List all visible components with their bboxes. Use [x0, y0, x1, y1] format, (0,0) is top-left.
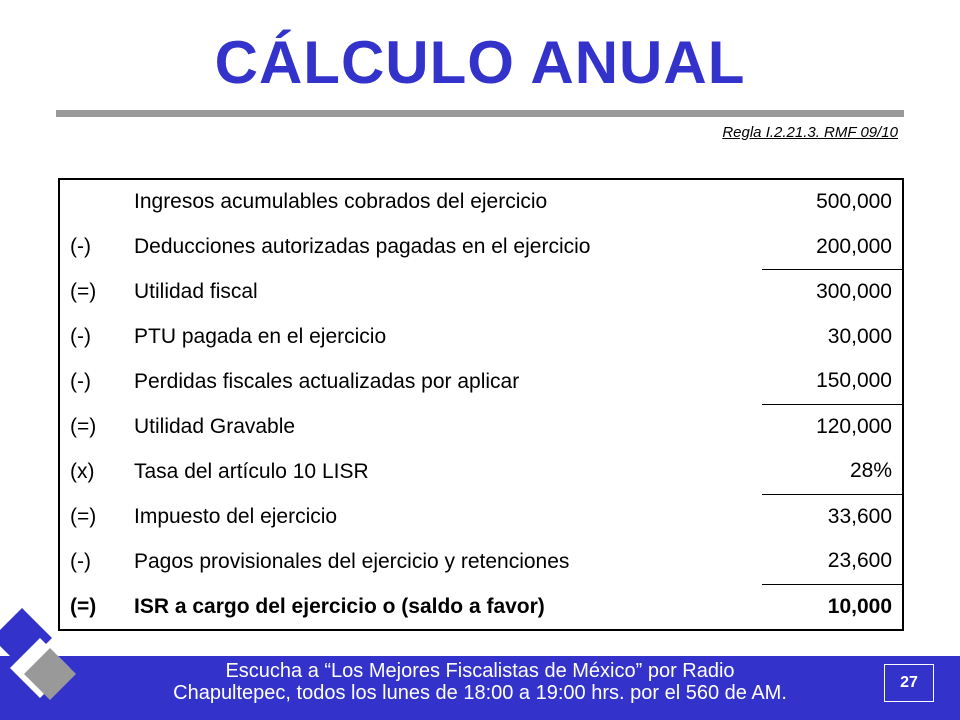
row-description: Utilidad Gravable	[134, 414, 296, 438]
row-description: Impuesto del ejercicio	[134, 504, 338, 528]
row-amount: 150,000	[816, 369, 892, 393]
table-row	[59, 494, 903, 539]
row-description: Tasa del artículo 10 LISR	[134, 459, 369, 483]
row-amount: 23,600	[827, 549, 892, 573]
row-amount: 10,000	[762, 584, 903, 630]
footer-text	[60, 660, 900, 704]
row-description: ISR a cargo del ejercicio o (saldo a favor)	[134, 594, 545, 618]
row-description: Pagos provisionales del ejercicio y retenciones	[134, 549, 570, 573]
row-operator: (-)	[70, 369, 91, 393]
rule-reference: Regla I.2.21.3. RMF 09/10	[722, 124, 898, 141]
table-row	[59, 225, 903, 270]
footer-line-2: Chapultepec, todos los lunes de 18:00 a 19:00 hrs. por el 560 de AM.	[173, 682, 787, 704]
row-description: Ingresos acumulables cobrados del ejercicio	[134, 190, 548, 214]
page-number: 27	[884, 664, 934, 702]
row-operator: (=)	[70, 504, 97, 528]
row-amount: 300,000	[762, 270, 903, 315]
title-divider	[56, 110, 904, 117]
table-row	[59, 179, 903, 225]
row-operator: (x)	[70, 459, 95, 483]
row-operator: (-)	[70, 235, 91, 258]
table-row	[59, 404, 903, 449]
table-row-total	[59, 584, 903, 630]
row-operator: (=)	[70, 280, 97, 303]
calculation-table	[58, 178, 904, 631]
table-row	[59, 315, 903, 360]
row-amount: 120,000	[762, 404, 903, 449]
row-description: Utilidad fiscal	[134, 280, 258, 303]
table-row	[59, 270, 903, 315]
row-description: Deducciones autorizadas pagadas en el ejercicio	[134, 235, 591, 258]
row-amount: 30,000	[827, 324, 892, 348]
slide-title: CÁLCULO ANUAL	[214, 29, 746, 96]
table-row	[59, 449, 903, 494]
table-row	[59, 359, 903, 404]
row-amount: 28%	[849, 459, 892, 483]
row-operator: (=)	[70, 414, 97, 438]
row-amount: 200,000	[816, 234, 892, 258]
footer-line-1: Escucha a “Los Mejores Fiscalistas de México” por Radio	[225, 660, 735, 682]
row-operator: (-)	[70, 549, 91, 573]
row-amount: 33,600	[762, 494, 903, 539]
row-operator: (-)	[70, 324, 91, 348]
row-amount: 500,000	[816, 190, 892, 214]
row-operator	[59, 179, 134, 225]
row-operator: (=)	[70, 594, 97, 618]
row-description: Perdidas fiscales actualizadas por aplicar	[134, 369, 520, 393]
row-description: PTU pagada en el ejercicio	[134, 324, 387, 348]
table-row	[59, 539, 903, 584]
